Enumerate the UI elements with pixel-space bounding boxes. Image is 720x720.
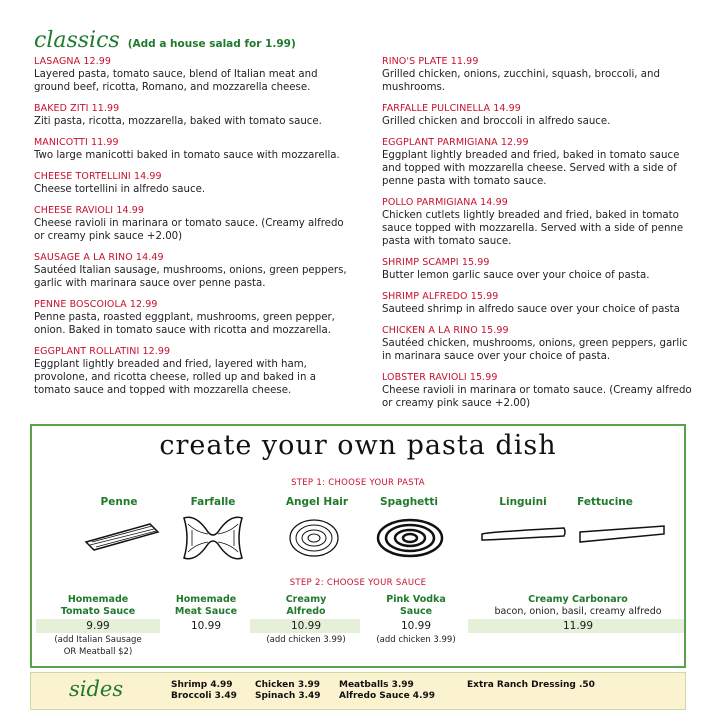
item-name: RINO'S PLATE 11.99: [382, 56, 479, 67]
pasta-fettucine-label: Fettucine: [577, 496, 633, 508]
item-name: LOBSTER RAVIOLI 15.99: [382, 372, 498, 383]
linguini-icon: [478, 524, 570, 546]
item-desc: Penne pasta, roasted eggplant, mushrooms, green pepper, onion. Baked in tomato sauce with ricotta and mozzarella.: [34, 312, 335, 336]
menu-item: [34, 205, 352, 243]
menu-item: [382, 372, 692, 410]
spaghetti-icon: [372, 514, 448, 562]
menu-item: [382, 325, 692, 363]
menu-item: [34, 252, 352, 290]
item-name: POLLO PARMIGIANA 14.99: [382, 197, 508, 208]
item-name: EGGPLANT ROLLATINI 12.99: [34, 346, 171, 357]
classics-header: [34, 28, 296, 53]
item-name: FARFALLE PULCINELLA 14.99: [382, 103, 521, 114]
pasta-angel-hair-label: Angel Hair: [285, 496, 349, 508]
item-desc: Grilled chicken, onions, zucchini, squash, broccoli, and mushrooms.: [382, 69, 660, 93]
sauce-pink-vodka-heading: Pink Vodka Sauce: [386, 594, 446, 617]
item-desc: Grilled chicken and broccoli in alfredo sauce.: [382, 116, 611, 127]
alfredo-addon-note: (add chicken 3.99): [266, 635, 346, 645]
menu-item: [382, 257, 692, 282]
sauce-meat-heading: Homemade Meat Sauce: [174, 594, 238, 617]
item-name: EGGPLANT PARMIGIANA 12.99: [382, 137, 529, 148]
tomato-addon-note: (add Italian Sausage OR Meatball $2): [54, 635, 142, 657]
salad-note: (Add a house salad for 1.99): [127, 38, 296, 50]
sides-title: sides: [69, 677, 124, 701]
fettucine-icon: [576, 522, 668, 546]
penne-icon: [80, 518, 164, 554]
item-name: SHRIMP SCAMPI 15.99: [382, 257, 490, 268]
menu-item: [382, 103, 692, 128]
menu-item: [34, 56, 352, 94]
item-name: SAUSAGE A LA RINO 14.49: [34, 252, 164, 263]
side-item: Meatballs 3.99: [339, 680, 414, 690]
item-desc: Cheese tortellini in alfredo sauce.: [34, 184, 206, 195]
item-desc: Sauteed shrimp in alfredo sauce over your choice of pasta: [382, 304, 680, 315]
pasta-penne-label: Penne: [100, 496, 138, 508]
step1-label: STEP 1: CHOOSE YOUR PASTA: [291, 478, 425, 488]
item-name: CHEESE RAVIOLI 14.99: [34, 205, 145, 216]
menu-item: [382, 291, 692, 316]
item-desc: Cheese ravioli in marinara or tomato sauce. (Creamy alfredo or creamy pink sauce +2.00): [382, 385, 692, 409]
item-desc: Sautéed chicken, mushrooms, onions, green peppers, garlic in marinara sauce over your choice of pasta.: [382, 338, 688, 362]
item-name: BAKED ZITI 11.99: [34, 103, 120, 114]
sauce-tomato-heading: Homemade Tomato Sauce: [60, 594, 136, 617]
side-item: Shrimp 4.99: [171, 680, 233, 690]
item-name: MANICOTTI 11.99: [34, 137, 119, 148]
step2-label: STEP 2: CHOOSE YOUR SAUCE: [289, 578, 427, 588]
item-name: PENNE BOSCOIOLA 12.99: [34, 299, 158, 310]
left-menu-column: [34, 56, 352, 406]
menu-item: [34, 137, 352, 162]
side-item: Alfredo Sauce 4.99: [339, 691, 436, 701]
item-desc: Eggplant lightly breaded and fried, layered with ham, provolone, and ricotta cheese, rolled up and baked in a tomato sauce and topped with mozzarella cheese.: [34, 359, 316, 396]
create-pasta-box: [30, 424, 686, 668]
sauce-alfredo-heading: Creamy Alfredo: [285, 594, 327, 617]
item-desc: Sautéed Italian sausage, mushrooms, onions, green peppers, garlic with marinara sauce over penne pasta.: [34, 265, 347, 289]
sides-bar: [30, 672, 686, 710]
menu-item: [34, 299, 352, 337]
item-desc: Chicken cutlets lightly breaded and fried, baked in tomato sauce topped with mozzarella. Served with a side of penne pasta with tomato sauce.: [382, 210, 684, 247]
price-tomato: 9.99: [86, 620, 110, 632]
item-desc: Layered pasta, tomato sauce, blend of Italian meat and ground beef, ricotta, Romano, and mozzarella cheese.: [34, 69, 318, 93]
item-name: LASAGNA 12.99: [34, 56, 112, 67]
pasta-spaghetti-label: Spaghetti: [380, 496, 438, 508]
price-meat: 10.99: [190, 620, 222, 632]
item-desc: Butter lemon garlic sauce over your choice of pasta.: [382, 270, 650, 281]
pink-vodka-addon-note: (add chicken 3.99): [376, 635, 456, 645]
item-desc: Ziti pasta, ricotta, mozzarella, baked with tomato sauce.: [34, 116, 322, 127]
side-item: Spinach 3.49: [255, 691, 321, 701]
pasta-farfalle-label: Farfalle: [190, 496, 236, 508]
side-item: Chicken 3.99: [255, 680, 321, 690]
right-menu-column: [382, 56, 692, 419]
item-name: CHEESE TORTELLINI 14.99: [34, 171, 162, 182]
menu-item: [34, 346, 352, 397]
farfalle-icon: [178, 510, 248, 566]
menu-item: [34, 171, 352, 196]
create-pasta-title: create your own pasta dish: [159, 430, 557, 461]
item-desc: Eggplant lightly breaded and fried, baked in tomato sauce and topped with mozzarella cheese. Served with a side of penne pasta with tomato sauce.: [382, 150, 680, 187]
price-alfredo: 10.99: [290, 620, 322, 632]
menu-item: [382, 137, 692, 188]
item-name: CHICKEN A LA RINO 15.99: [382, 325, 509, 336]
angel-hair-icon: [284, 514, 344, 562]
price-pink-vodka: 10.99: [400, 620, 432, 632]
menu-item: [34, 103, 352, 128]
classics-title: classics: [34, 28, 120, 53]
menu-item: [382, 56, 692, 94]
side-item: Broccoli 3.49: [171, 691, 237, 701]
pasta-linguini-label: Linguini: [499, 496, 547, 508]
item-desc: Cheese ravioli in marinara or tomato sauce. (Creamy alfredo or creamy pink sauce +2.00): [34, 218, 344, 242]
sauce-carbonaro-heading: Creamy Carbonaro bacon, onion, basil, creamy alfredo: [494, 594, 662, 617]
price-carbonaro: 11.99: [562, 620, 594, 632]
side-item: Extra Ranch Dressing .50: [467, 680, 595, 690]
menu-item: [382, 197, 692, 248]
item-desc: Two large manicotti baked in tomato sauce with mozzarella.: [34, 150, 340, 161]
item-name: SHRIMP ALFREDO 15.99: [382, 291, 499, 302]
